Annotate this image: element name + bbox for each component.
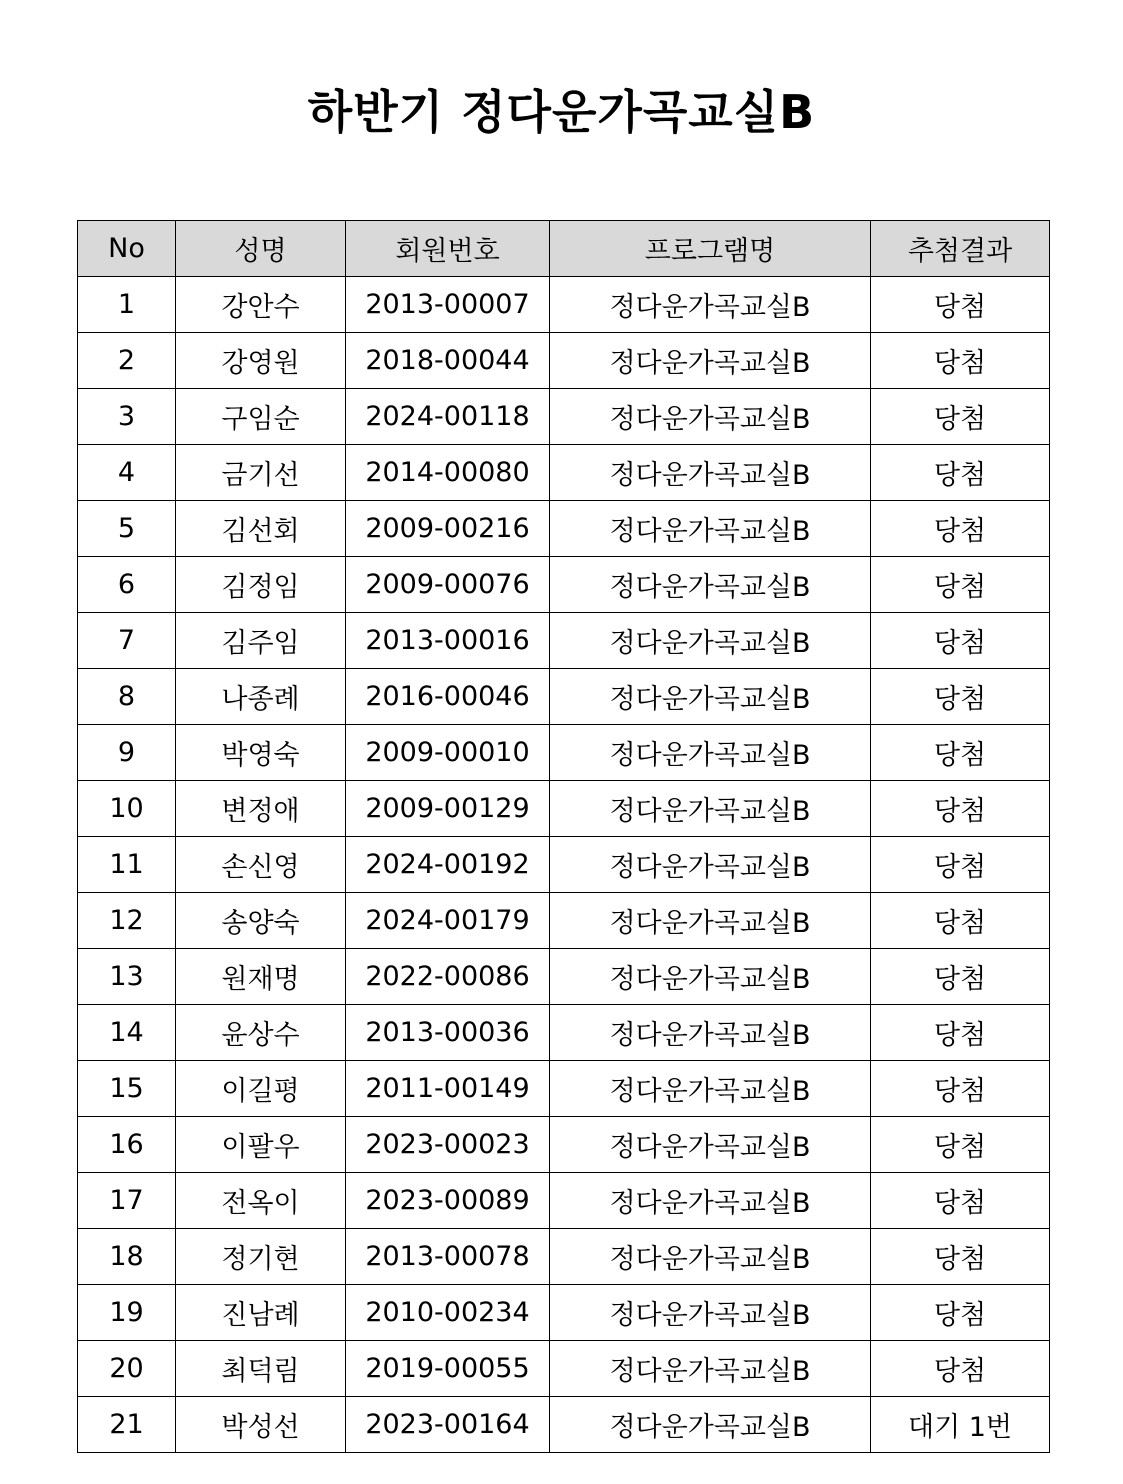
cell-name: 금기선: [176, 445, 346, 501]
cell-result: 당첨: [871, 613, 1050, 669]
cell-program: 정다운가곡교실B: [550, 333, 871, 389]
cell-result: 당첨: [871, 389, 1050, 445]
cell-member-id: 2014-00080: [346, 445, 550, 501]
cell-program: 정다운가곡교실B: [550, 1285, 871, 1341]
cell-program: 정다운가곡교실B: [550, 837, 871, 893]
cell-name: 윤상수: [176, 1005, 346, 1061]
lottery-results-table: [77, 220, 1050, 1453]
table-row: [78, 1005, 1050, 1061]
table-row: [78, 613, 1050, 669]
cell-no: 16: [78, 1117, 176, 1173]
cell-program: 정다운가곡교실B: [550, 557, 871, 613]
cell-member-id: 2009-00010: [346, 725, 550, 781]
cell-member-id: 2013-00016: [346, 613, 550, 669]
cell-result: 당첨: [871, 445, 1050, 501]
cell-name: 김정임: [176, 557, 346, 613]
cell-no: 18: [78, 1229, 176, 1285]
cell-name: 김선회: [176, 501, 346, 557]
cell-member-id: 2024-00118: [346, 389, 550, 445]
cell-no: 5: [78, 501, 176, 557]
cell-program: 정다운가곡교실B: [550, 669, 871, 725]
page-title: 하반기 정다운가곡교실B: [307, 85, 816, 139]
cell-program: 정다운가곡교실B: [550, 613, 871, 669]
cell-no: 8: [78, 669, 176, 725]
cell-no: 7: [78, 613, 176, 669]
cell-member-id: 2016-00046: [346, 669, 550, 725]
table-row: [78, 781, 1050, 837]
header-result: 추첨결과: [871, 221, 1050, 277]
cell-name: 변정애: [176, 781, 346, 837]
cell-program: 정다운가곡교실B: [550, 277, 871, 333]
cell-no: 17: [78, 1173, 176, 1229]
cell-name: 강영원: [176, 333, 346, 389]
cell-name: 나종례: [176, 669, 346, 725]
table-row: [78, 501, 1050, 557]
header-no: No: [78, 221, 176, 277]
cell-member-id: 2023-00023: [346, 1117, 550, 1173]
cell-no: 20: [78, 1341, 176, 1397]
cell-result: 당첨: [871, 1229, 1050, 1285]
cell-program: 정다운가곡교실B: [550, 725, 871, 781]
cell-no: 19: [78, 1285, 176, 1341]
cell-member-id: 2013-00078: [346, 1229, 550, 1285]
header-program: 프로그램명: [550, 221, 871, 277]
table-row: [78, 1061, 1050, 1117]
cell-name: 이길평: [176, 1061, 346, 1117]
table-row: [78, 1173, 1050, 1229]
cell-name: 구임순: [176, 389, 346, 445]
cell-no: 10: [78, 781, 176, 837]
cell-member-id: 2019-00055: [346, 1341, 550, 1397]
cell-program: 정다운가곡교실B: [550, 501, 871, 557]
table-row: [78, 1229, 1050, 1285]
cell-result: 당첨: [871, 557, 1050, 613]
table-row: [78, 557, 1050, 613]
cell-name: 송양숙: [176, 893, 346, 949]
cell-member-id: 2024-00192: [346, 837, 550, 893]
cell-program: 정다운가곡교실B: [550, 1005, 871, 1061]
table-header: [78, 221, 1050, 277]
cell-no: 6: [78, 557, 176, 613]
cell-member-id: 2013-00036: [346, 1005, 550, 1061]
cell-member-id: 2009-00076: [346, 557, 550, 613]
cell-member-id: 2022-00086: [346, 949, 550, 1005]
cell-member-id: 2024-00179: [346, 893, 550, 949]
cell-no: 9: [78, 725, 176, 781]
cell-name: 강안수: [176, 277, 346, 333]
cell-member-id: 2009-00216: [346, 501, 550, 557]
cell-member-id: 2018-00044: [346, 333, 550, 389]
cell-name: 김주임: [176, 613, 346, 669]
cell-result: 당첨: [871, 1117, 1050, 1173]
cell-member-id: 2011-00149: [346, 1061, 550, 1117]
table-row: [78, 1117, 1050, 1173]
cell-name: 손신영: [176, 837, 346, 893]
cell-no: 13: [78, 949, 176, 1005]
cell-program: 정다운가곡교실B: [550, 1341, 871, 1397]
table-row: [78, 669, 1050, 725]
cell-no: 12: [78, 893, 176, 949]
cell-no: 3: [78, 389, 176, 445]
table-row: [78, 1397, 1050, 1453]
cell-no: 2: [78, 333, 176, 389]
cell-program: 정다운가곡교실B: [550, 1117, 871, 1173]
cell-member-id: 2013-00007: [346, 277, 550, 333]
cell-no: 1: [78, 277, 176, 333]
cell-name: 이팔우: [176, 1117, 346, 1173]
cell-program: 정다운가곡교실B: [550, 445, 871, 501]
cell-program: 정다운가곡교실B: [550, 389, 871, 445]
cell-result: 당첨: [871, 1341, 1050, 1397]
cell-program: 정다운가곡교실B: [550, 781, 871, 837]
cell-result: 당첨: [871, 277, 1050, 333]
cell-member-id: 2023-00089: [346, 1173, 550, 1229]
cell-result: 당첨: [871, 725, 1050, 781]
cell-program: 정다운가곡교실B: [550, 1229, 871, 1285]
cell-result: 당첨: [871, 501, 1050, 557]
cell-result: 당첨: [871, 669, 1050, 725]
table-row: [78, 333, 1050, 389]
cell-no: 11: [78, 837, 176, 893]
cell-no: 4: [78, 445, 176, 501]
cell-result: 당첨: [871, 781, 1050, 837]
cell-no: 14: [78, 1005, 176, 1061]
cell-program: 정다운가곡교실B: [550, 1397, 871, 1453]
cell-name: 박영숙: [176, 725, 346, 781]
table-row: [78, 949, 1050, 1005]
cell-name: 전옥이: [176, 1173, 346, 1229]
cell-result: 당첨: [871, 1005, 1050, 1061]
table-row: [78, 837, 1050, 893]
cell-result: 대기 1번: [871, 1397, 1050, 1453]
cell-program: 정다운가곡교실B: [550, 1061, 871, 1117]
header-name: 성명: [176, 221, 346, 277]
cell-result: 당첨: [871, 949, 1050, 1005]
table-row: [78, 277, 1050, 333]
cell-name: 최덕림: [176, 1341, 346, 1397]
cell-no: 21: [78, 1397, 176, 1453]
cell-member-id: 2010-00234: [346, 1285, 550, 1341]
cell-result: 당첨: [871, 1061, 1050, 1117]
table-row: [78, 1285, 1050, 1341]
cell-member-id: 2023-00164: [346, 1397, 550, 1453]
cell-name: 박성선: [176, 1397, 346, 1453]
cell-name: 진남례: [176, 1285, 346, 1341]
cell-no: 15: [78, 1061, 176, 1117]
header-member-id: 회원번호: [346, 221, 550, 277]
table-body: [78, 277, 1050, 1453]
cell-member-id: 2009-00129: [346, 781, 550, 837]
cell-result: 당첨: [871, 1173, 1050, 1229]
cell-result: 당첨: [871, 893, 1050, 949]
table-row: [78, 893, 1050, 949]
table-row: [78, 1341, 1050, 1397]
header-row: [78, 221, 1050, 277]
cell-program: 정다운가곡교실B: [550, 949, 871, 1005]
table-row: [78, 389, 1050, 445]
cell-program: 정다운가곡교실B: [550, 893, 871, 949]
table-row: [78, 725, 1050, 781]
table-row: [78, 445, 1050, 501]
cell-result: 당첨: [871, 837, 1050, 893]
cell-name: 정기현: [176, 1229, 346, 1285]
cell-name: 원재명: [176, 949, 346, 1005]
cell-program: 정다운가곡교실B: [550, 1173, 871, 1229]
cell-result: 당첨: [871, 333, 1050, 389]
cell-result: 당첨: [871, 1285, 1050, 1341]
